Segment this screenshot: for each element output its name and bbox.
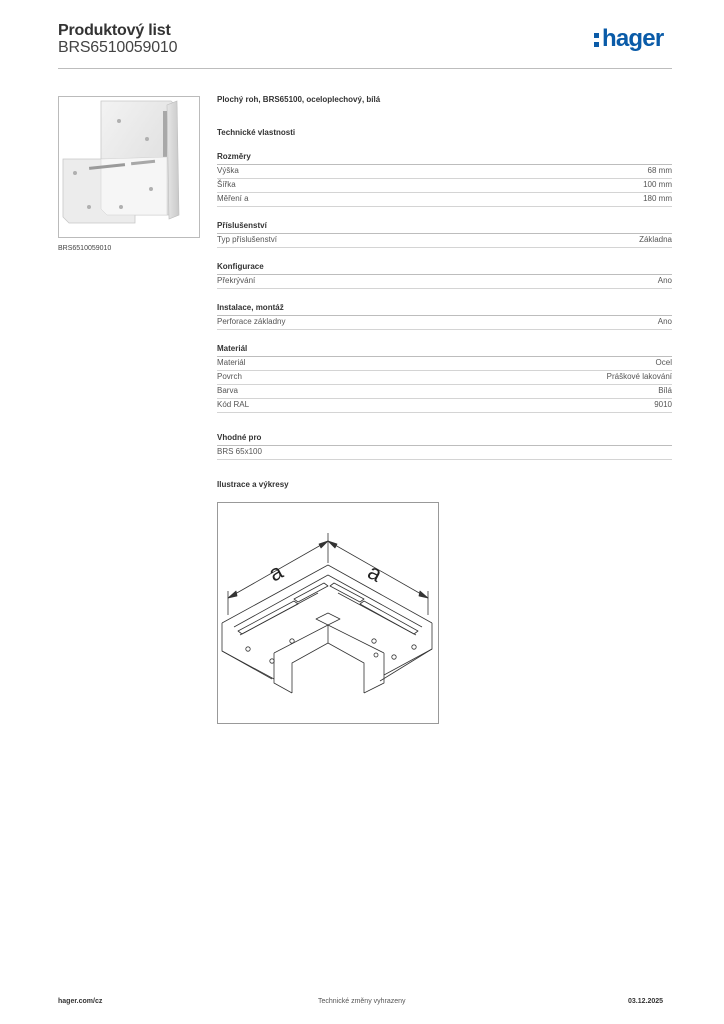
section-title: Materiál [217, 344, 672, 357]
technical-drawing [217, 502, 439, 724]
property-value: Ocel [655, 358, 672, 367]
product-code: BRS6510059010 [58, 39, 178, 56]
footer-notice: Technické změny vyhrazeny [318, 998, 406, 1005]
logo-text: hager [602, 25, 664, 52]
property-row [217, 399, 672, 413]
properties-column [217, 95, 672, 489]
corner-drawing-icon [218, 503, 438, 723]
property-label: Výška [217, 166, 239, 175]
property-value: Ano [657, 317, 672, 326]
property-row [217, 371, 672, 385]
property-label: Povrch [217, 372, 242, 381]
property-value: 180 mm [643, 194, 672, 203]
product-name: Plochý roh, BRS65100, oceloplechový, bílá [217, 95, 381, 104]
property-row [217, 316, 672, 330]
illustrations-heading: Ilustrace a výkresy [217, 480, 289, 489]
section-vhodne-pro [217, 433, 672, 460]
section-title: Instalace, montáž [217, 303, 672, 316]
product-photo [58, 96, 200, 238]
property-row [217, 193, 672, 207]
section-prislusenstvi [217, 221, 672, 248]
property-label: Barva [217, 386, 238, 395]
footer-date: 03.12.2025 [628, 998, 664, 1005]
product-photo-icon [59, 97, 199, 237]
section-instalace [217, 303, 672, 330]
property-value: Práškové lakování [606, 372, 672, 381]
section-konfigurace [217, 262, 672, 289]
dimension-label-left: a [264, 558, 287, 587]
property-label: Materiál [217, 358, 246, 367]
property-value: 9010 [654, 400, 672, 409]
property-row [217, 385, 672, 399]
photo-caption: BRS6510059010 [58, 245, 112, 252]
property-row [217, 179, 672, 193]
property-value: 68 mm [647, 166, 672, 175]
property-label: Perforace základny [217, 317, 286, 326]
page-title: Produktový list [58, 22, 171, 39]
property-label: Typ příslušenství [217, 235, 278, 244]
property-value: Bílá [658, 386, 672, 395]
section-title: Konfigurace [217, 262, 672, 275]
hager-logo [594, 27, 676, 57]
property-label: Šířka [217, 180, 236, 189]
section-title: Rozměry [217, 152, 672, 165]
property-value: Ano [657, 276, 672, 285]
section-title: Příslušenství [217, 221, 672, 234]
section-title: Vhodné pro [217, 433, 672, 446]
tech-heading: Technické vlastnosti [217, 128, 296, 137]
property-label: Překrývání [217, 276, 256, 285]
property-label: Kód RAL [217, 400, 250, 409]
property-value: 100 mm [643, 180, 672, 189]
section-rozmery [217, 152, 672, 207]
fits-item: BRS 65x100 [217, 447, 262, 456]
section-material [217, 344, 672, 413]
property-row [217, 234, 672, 248]
property-row [217, 165, 672, 179]
dimension-label-right: a [363, 558, 387, 587]
property-value: Základna [639, 235, 672, 244]
footer-website-link[interactable]: hager.com/cz [58, 998, 103, 1005]
property-row [217, 275, 672, 289]
fits-row [217, 446, 672, 460]
property-row [217, 357, 672, 371]
property-label: Měření a [217, 194, 249, 203]
header-divider [58, 68, 672, 69]
